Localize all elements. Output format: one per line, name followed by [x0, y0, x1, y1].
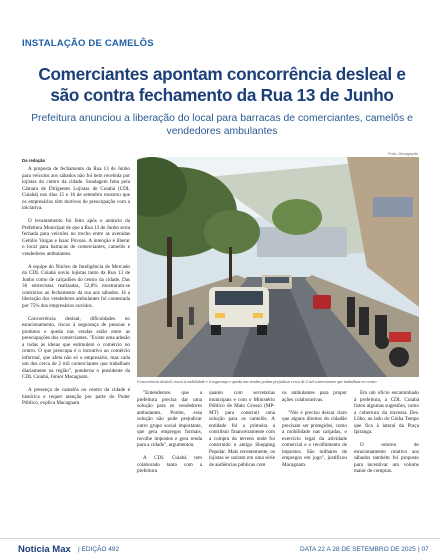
paragraph: "Entendemos que a prefeitura precisa dar uma solução para os vendedores ambulantes. Porém, essa solução não pode prejudicar outro grupo social importante, que gera empregos formais, recolhe impostos e gera renda para a cidade", argumentou.: [137, 390, 202, 448]
paragraph: O retorno do estacionamento rotativo aos sábados também foi proposto para incentivar um volume maior de compras.: [354, 442, 419, 474]
street-photo: [137, 157, 419, 377]
publication-name: Notícia Max: [18, 544, 71, 555]
bottom-column-2: [209, 390, 275, 475]
paragraph: quanto com secretarias municipais e com o Ministério Público de Mato Grosso (MP-MT) para construir uma solução para os camelôs. A entidade foi a primeira a contribuir financeiramente com a compra do terreno onde foi construído o antigo Shopping Popular. Mais recentemente, os lojistas se uniram em uma série de audiências públicas com: [209, 390, 275, 468]
byline: Da redação: [22, 158, 46, 163]
bottom-column-4: [354, 390, 419, 481]
paragraph: Concorrência desleal, dificuldades no estacionamento, riscos à segurança de pessoas e produtos e queda nas vendas estão entre as preocupações dos comerciantes. "Existe uma adesão a todas as ideias que estimulem o comércio no centro. O que preocupa é o incentivo ao comércio informal, que afeta não só o empresário, mas cada um dos cerca de 2 mil comerciantes que trabalham diariamente na região", ponderou o presidente da CDL Cuiabá, Júnior Macagnam.: [22, 315, 130, 380]
bottom-column-3: [282, 390, 347, 475]
left-column: [22, 166, 130, 413]
edition-number: | EDIÇÃO 492: [78, 546, 120, 553]
paragraph: A equipe do Núcleo de Inteligência de Mercado da CDL Cuiabá ouviu lojistas tanto da Rua 13 de Junho como de calçadões do centro da cidade. Das 36 entrevistas realizadas, 52,8% mostraram-se contrários ao fechamento da rua aos sábados. Já a liberação dos vendedores ambulantes foi contestada por 75% dos empresários ouvidos.: [22, 263, 130, 309]
deck-subtitle: Prefeitura anunciou a liberação do local para barracas de comerciantes, camelôs e vendedores ambulantes: [31, 113, 413, 137]
issue-date: DATA 22 A 28 DE SETEMBRO DE 2025: [300, 546, 416, 553]
paragraph: A presença de camelôs no centro da cidade é histórica e requer atenção por parte do Poder Público, explica Macagnam.: [22, 387, 130, 406]
page-footer: [0, 538, 440, 560]
photo-caption: Concorrência desleal, riscos à mobilidade e à segurança e queda nas vendas podem prejudicar cerca de 2 mil comerciantes que trabalham no centro: [137, 379, 377, 384]
paragraph: A CDL Cuiabá tem colaborado tanto com a prefeitura: [137, 455, 202, 474]
page-number: | 07: [418, 546, 429, 553]
paragraph: O levantamento foi feito após o anúncio da Prefeitura Municipal de que a Rua 13 de Junho seria fechada para veículos no trecho entre as avenidas Getúlio Vargas e Isaac Póvoas. A intenção é liberar o local para barracas de comerciantes, camelôs e vendedores ambulantes.: [22, 218, 130, 257]
paragraph: A proposta de fechamento da Rua 13 de Junho para veículos aos sábados não foi bem recebida por lojistas do centro da cidade. Sondagem feita pela Câmara de Dirigentes Lojistas de Cuiabá (CDL Cuiabá) nos dias 15 e 16 de setembro mostrou que os empresários têm motivos de preocupação com a iniciativa.: [22, 166, 130, 211]
paragraph: os ambulantes para propor ações colaborativas.: [282, 390, 347, 403]
section-kicker: INSTALAÇÃO DE CAMELÔS: [22, 38, 154, 49]
paragraph: "Nós é preciso deixar claro que alguns direitos do cidadão precisam ser protegidos, como a mobilidade nas calçadas, o exercício legal da atividade comercial e o recolhimento de impostos. São milhares de empregos em jogo", justificou Macagnam.: [282, 409, 347, 468]
bottom-column-1: [137, 390, 202, 481]
street-photo-illustration: [137, 157, 419, 377]
headline: Comerciantes apontam concorrência desleal e são contra fechamento da Rua 13 de Junho: [38, 64, 406, 105]
photo-credit: Foto: Divulgação: [387, 151, 418, 156]
paragraph: Em um ofício encaminhado à prefeitura, a CDL Cuiabá listou algumas sugestões, como a cobertura da travessa Des. Lôbo, ao lado do Ginha Tempo que fica à lateral da Praça Ipiranga.: [354, 390, 419, 435]
